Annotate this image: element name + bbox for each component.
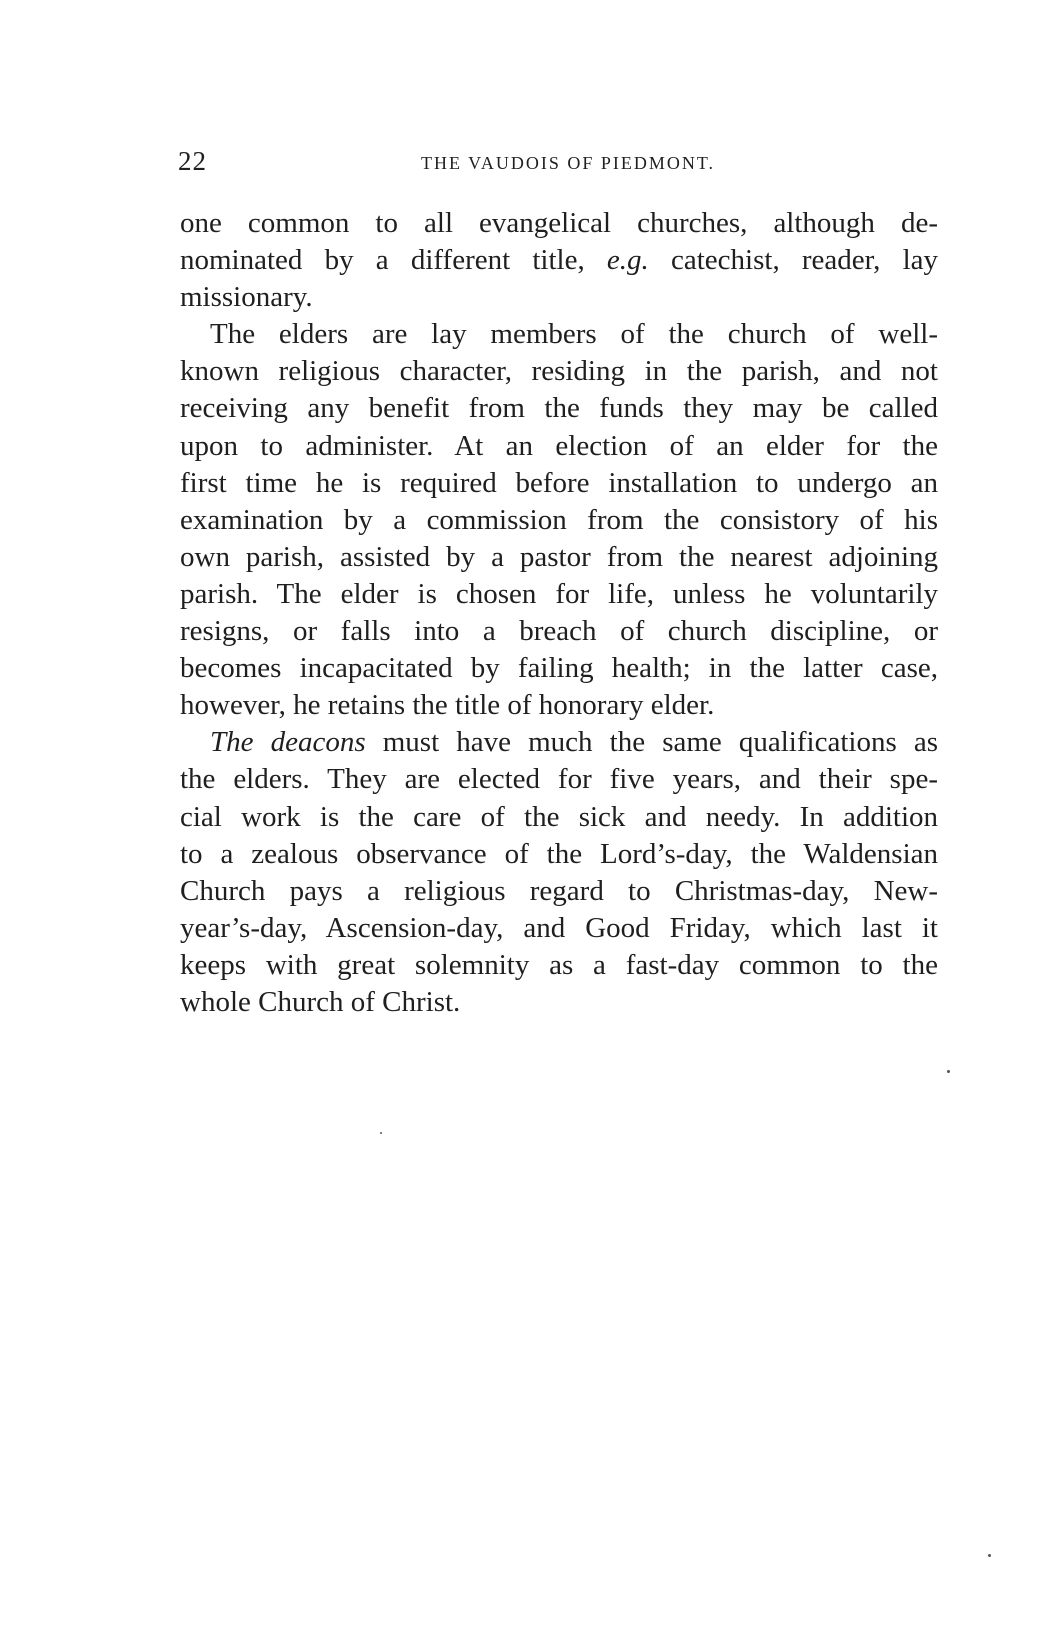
text-line: keeps with great solemnity as a fast-day common to the: [180, 948, 938, 981]
text-line: Church pays a religious regard to Christmas-day, New-: [180, 874, 938, 907]
paragraph-3: [180, 724, 938, 1021]
text-line: examination by a commission from the consistory of his: [180, 503, 938, 536]
text-line: first time he is required before installation to undergo an: [180, 466, 938, 499]
italic-abbreviation: e.g.: [606, 244, 649, 277]
text-line: upon to administer. At an election of an elder for the: [180, 429, 938, 462]
text-line: cial work is the care of the sick and needy. In addition: [180, 800, 938, 833]
paper-speck: [380, 1132, 382, 1134]
text-fragment: nominated by a different title,: [180, 244, 585, 277]
text-line: receiving any benefit from the funds they may be called: [180, 392, 938, 425]
paragraph-2: [180, 316, 938, 724]
text-line: [180, 724, 938, 761]
text-line: [180, 242, 938, 279]
running-title: THE VAUDOIS OF PIEDMONT.: [420, 153, 715, 173]
paper-speck: [988, 1554, 991, 1557]
text-line: resigns, or falls into a breach of church discipline, or: [180, 615, 938, 648]
text-line: missionary.: [180, 281, 313, 314]
paper-speck: [947, 1070, 950, 1073]
text-line: however, he retains the title of honorary elder.: [180, 689, 715, 722]
text-line: becomes incapacitated by failing health; in the latter case,: [180, 652, 938, 685]
text-line: the elders. They are elected for five years, and their spe-: [180, 763, 938, 796]
italic-lead: The deacons: [210, 726, 366, 759]
text-line: whole Church of Christ.: [180, 985, 461, 1018]
text-line: own parish, assisted by a pastor from the nearest adjoining: [180, 540, 938, 573]
text-line: known religious character, residing in the parish, and not: [180, 355, 938, 388]
text-line: The elders are lay members of the church of well-: [210, 318, 938, 351]
body-text: [180, 205, 938, 1021]
page-number: 22: [178, 146, 207, 176]
page-header: [178, 146, 940, 180]
text-line: parish. The elder is chosen for life, unless he voluntarily: [180, 577, 938, 610]
text-line: to a zealous observance of the Lord’s-day, the Waldensian: [180, 837, 938, 870]
text-fragment: catechist, reader, lay: [671, 244, 939, 277]
text-fragment: must have much the same qualifications as: [382, 726, 938, 759]
paragraph-1: [180, 205, 938, 316]
text-line: one common to all evangelical churches, although de-: [180, 207, 938, 239]
text-line: year’s-day, Ascension-day, and Good Friday, which last it: [180, 911, 938, 944]
